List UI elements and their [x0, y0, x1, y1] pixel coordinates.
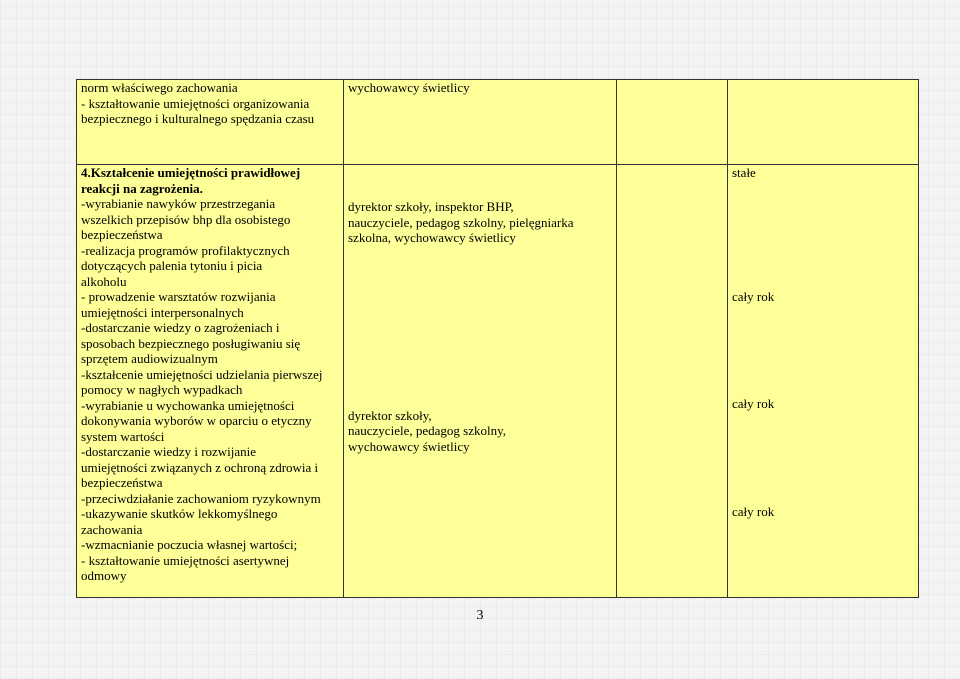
responsible-group	[348, 408, 612, 455]
text-line: -wzmacnianie poczucia własnej wartości;	[81, 537, 298, 552]
text-line: -wyrabianie nawyków przestrzegania	[81, 196, 276, 211]
text-line: -ukazywanie skutków lekkomyślnego	[81, 506, 278, 521]
text-line: bezpieczeństwa	[81, 227, 163, 242]
table-row	[77, 165, 919, 598]
text-line: dotyczących palenia tytoniu i picia	[81, 258, 263, 273]
text-line: -dostarczanie wiedzy i rozwijanie	[81, 444, 257, 459]
text-line: wszelkich przepisów bhp dla osobistego	[81, 211, 291, 227]
text-line: dyrektor szkoły,	[348, 407, 432, 423]
text-line: -dostarczanie wiedzy o zagrożeniach i	[81, 320, 280, 335]
text-line: szkolna, wychowawcy świetlicy	[348, 230, 516, 245]
empty-cell	[617, 165, 728, 598]
responsible-group	[348, 199, 612, 246]
text-line: umiejętności interpersonalnych	[81, 304, 244, 320]
text-line: -kształcenie umiejętności udzielania pierwszej	[81, 366, 323, 382]
text-line: bezpiecznego i kulturalnego spędzania czasu	[81, 111, 315, 126]
term-value: cały rok	[732, 503, 775, 519]
education-plan-table	[76, 79, 919, 598]
text-line: zachowania	[81, 521, 143, 537]
text-line: umiejętności związanych z ochroną zdrowia i	[81, 459, 319, 475]
text-line: - kształtowanie umiejętności asertywnej	[81, 552, 290, 568]
term-value: stałe	[732, 165, 756, 180]
text-line: alkoholu	[81, 273, 127, 289]
text-line: wychowawcy świetlicy	[348, 438, 470, 454]
term-value: cały rok	[732, 396, 775, 411]
text-line: nauczyciele, pedagog szkolny, pielęgniarka	[348, 214, 574, 230]
empty-cell	[617, 80, 728, 165]
text-line: wychowawcy świetlicy	[348, 80, 470, 95]
responsible-cell	[344, 80, 617, 165]
text-line: -przeciwdziałanie zachowaniom ryzykownym	[81, 490, 321, 506]
section-heading: reakcji na zagrożenia.	[81, 180, 203, 196]
tasks-cell	[77, 165, 344, 598]
term-value: cały rok	[732, 288, 775, 304]
text-line: - kształtowanie umiejętności organizowania	[81, 95, 310, 111]
text-line: -wyrabianie u wychowanka umiejętności	[81, 397, 295, 413]
section-heading: 4.Kształcenie umiejętności prawidłowej	[81, 165, 301, 180]
text-line: sprzętem audiowizualnym	[81, 351, 218, 366]
empty-cell	[728, 80, 919, 165]
tasks-cell	[77, 80, 344, 165]
text-line: nauczyciele, pedagog szkolny,	[348, 423, 506, 438]
text-line: dyrektor szkoły, inspektor BHP,	[348, 199, 514, 214]
table-row	[77, 80, 919, 165]
text-line: dokonywania wyborów w oparciu o etyczny	[81, 413, 312, 428]
responsible-cell	[344, 165, 617, 598]
text-line: system wartości	[81, 428, 165, 444]
text-line: pomocy w nagłych wypadkach	[81, 382, 243, 397]
text-line: sposobach bezpiecznego posługiwaniu się	[81, 335, 301, 351]
text-line: norm właściwego zachowania	[81, 80, 238, 95]
term-cell	[728, 165, 919, 598]
text-line: - prowadzenie warsztatów rozwijania	[81, 289, 276, 304]
page-number: 3	[476, 608, 484, 623]
text-line: -realizacja programów profilaktycznych	[81, 242, 290, 258]
text-line: odmowy	[81, 568, 127, 583]
text-line: bezpieczeństwa	[81, 475, 163, 490]
